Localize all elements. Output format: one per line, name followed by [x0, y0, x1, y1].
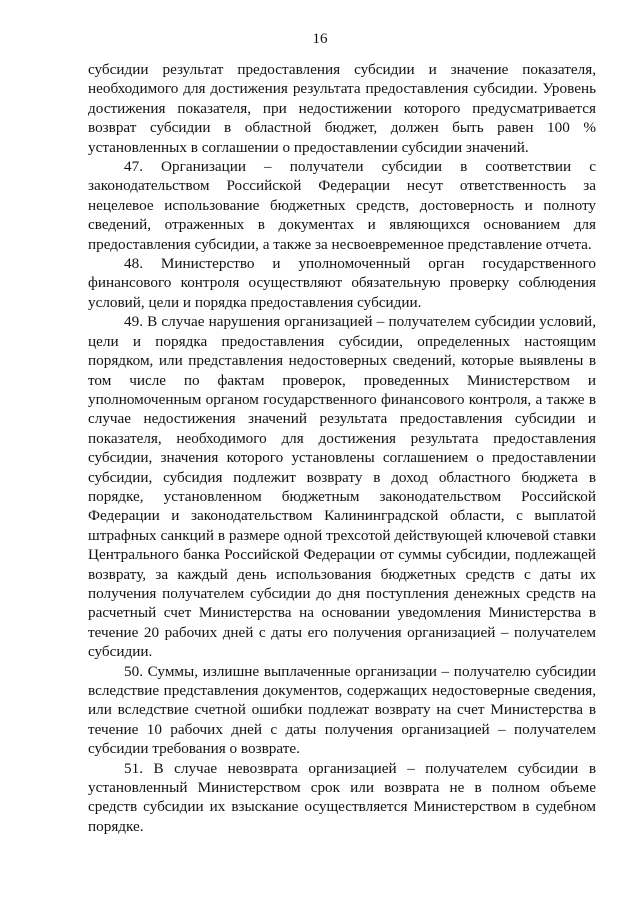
document-body — [88, 60, 596, 836]
page-number: 16 — [312, 31, 328, 47]
paragraph-47: 47. Организации – получатели субсидии в соответствии с законодательством Российской Федерации несут ответственность за нецелевое использование бюджетных средств, достоверность и полноту сведений, отраженных в документах и являющихся основанием для предоставления субсидии, а также за несвоевременное представление отчета. — [88, 158, 596, 253]
paragraph-50: 50. Суммы, излишне выплаченные организации – получателю субсидии вследствие представления документов, содержащих недостоверные сведения, или вследствие счетной ошибки подлежат возврату на счет Министерства в течение 10 рабочих дней с даты получения организацией – получателем субсидии требования о возврате. — [88, 662, 596, 758]
paragraph-48: 48. Министерство и уполномоченный орган государственного финансового контроля осуществляют обязательную проверку соблюдения условий, цели и порядка предоставления субсидии. — [88, 255, 596, 311]
paragraph-continuation: субсидии результат предоставления субсидии и значение показателя, необходимого для достижения результата предоставления субсидии. Уровень достижения показателя, при недостижении которого предусматривается возврат субсидии в областной бюджет, должен быть равен 100 % установленных в соглашении о предоставлении субсидии значений. — [88, 61, 596, 156]
paragraph-49: 49. В случае нарушения организацией – получателем субсидии условий, цели и порядка предоставления субсидии, определенных настоящим порядком, или представления недостоверных сведений, которые выявлены в том числе по фактам проверок, проведенных Министерством и уполномоченным органом государственного финансового контроля, а также в случае недостижения значений результата предоставления субсидии и показателя, необходимого для достижения результата предоставления субсидии, значения которого установлены соглашением о предоставлении субсидии, субсидия подлежит возврату в доход областного бюджета в порядке, установленном бюджетным законодательством Российской Федерации и законодательством Калининградской области, с выплатой штрафных санкций в размере одной трехсотой действующей ключевой ставки Центрального банка Российской Федерации от суммы субсидии, подлежащей возврату, за каждый день использования бюджетных средств с даты их получения получателем субсидии до дня поступления денежных средств на расчетный счет Министерства на основании уведомления Министерства в течение 20 рабочих дней с даты его получения организацией – получателем субсидии. — [88, 313, 596, 661]
paragraph-51: 51. В случае невозврата организацией – получателем субсидии в установленный Министерством срок или возврата не в полном объеме средств субсидии их взыскание осуществляется Министерством в судебном порядке. — [88, 759, 596, 835]
